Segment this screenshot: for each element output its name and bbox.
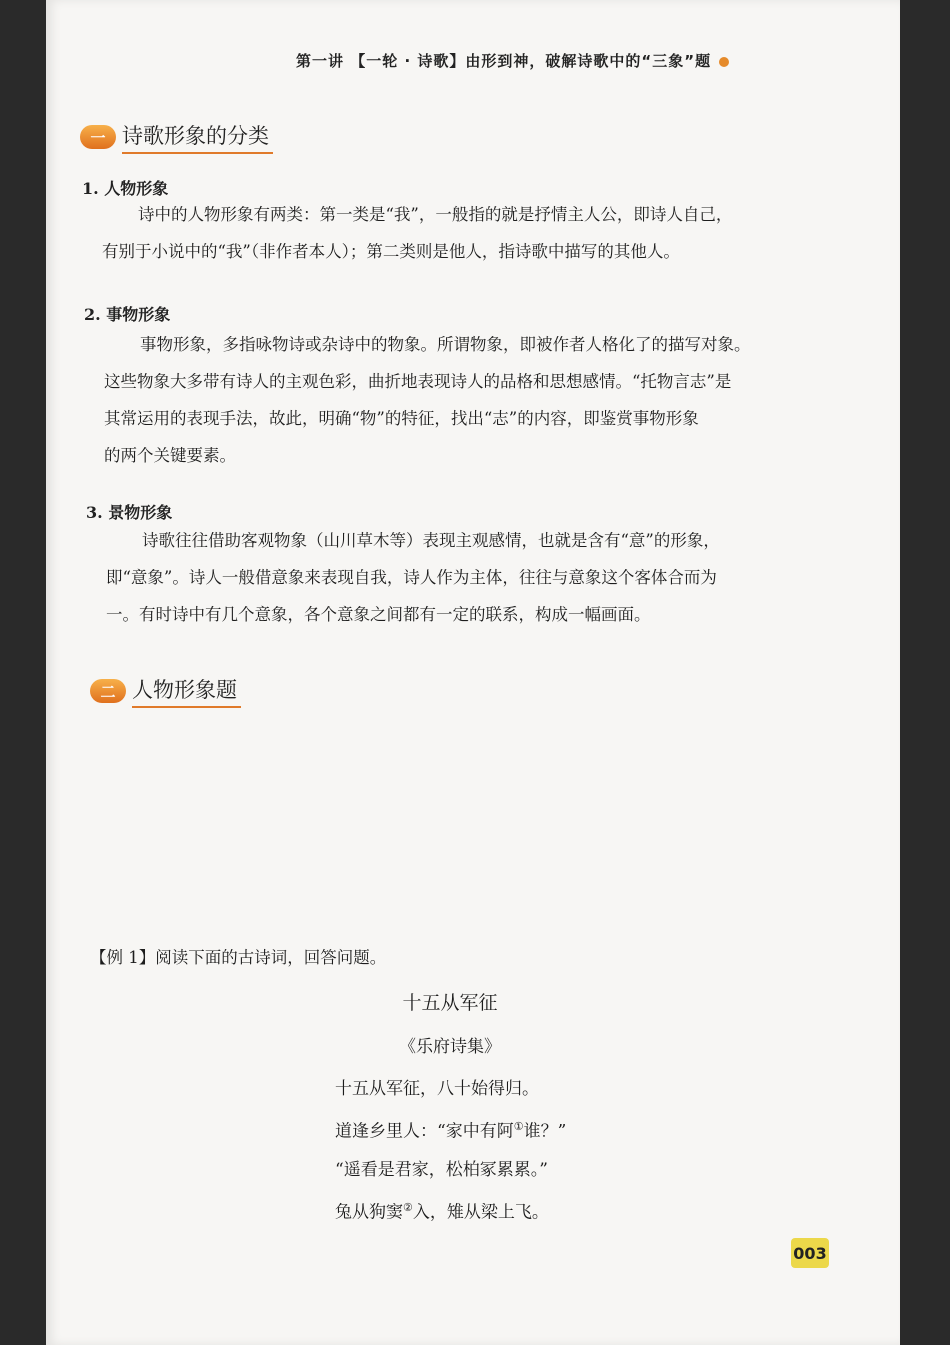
- paragraph-line: 其常运用的表现手法，故此，明确“物”的特征，找出“志”的内容，即鉴赏事物形象: [104, 409, 699, 428]
- paragraph-character: [102, 196, 792, 270]
- running-header: [296, 50, 729, 71]
- paragraph-object: [104, 326, 794, 474]
- paragraph-line: 这些物象大多带有诗人的主观色彩，曲折地表现诗人的品格和思想感情。“托物言志”是: [104, 372, 732, 391]
- section-heading-character-questions: [90, 674, 241, 708]
- section-number-badge: 一: [80, 125, 116, 149]
- section-title: 诗歌形象的分类: [122, 120, 273, 154]
- footnote-marker: ①: [513, 1120, 524, 1133]
- poem-line: 道逢乡里人：“家中有阿①谁？”: [335, 1120, 567, 1142]
- poem-source: 《乐府诗集》: [399, 1037, 501, 1057]
- section-heading-classification: [80, 120, 273, 154]
- paragraph-line: 一。有时诗中有几个意象，各个意象之间都有一定的联系，构成一幅画面。: [106, 605, 651, 624]
- paragraph-line: 诗中的人物形象有两类：第一类是“我”，一般指的就是抒情主人公，即诗人自己，: [138, 205, 733, 224]
- example-label: 【例 1】阅读下面的古诗词，回答问题。: [90, 948, 387, 967]
- paragraph-scenery: [106, 522, 796, 633]
- paragraph-line: 的两个关键要素。: [104, 446, 236, 465]
- footnote-marker: ②: [403, 1200, 413, 1214]
- item-heading-character: 1. 人物形象: [82, 179, 169, 198]
- item-heading-object: 2. 事物形象: [84, 305, 171, 324]
- header-bullet-icon: [719, 57, 729, 67]
- section-title: 人物形象题: [132, 674, 241, 708]
- poem-line: 兔从狗窦②入，雉从梁上飞。: [335, 1200, 549, 1223]
- page-number: 003: [791, 1238, 829, 1268]
- paragraph-line: 即“意象”。诗人一般借意象来表现自我，诗人作为主体，往往与意象这个客体合而为: [106, 568, 717, 587]
- section-number-badge: 二: [90, 679, 126, 703]
- running-title: 第一讲 【一轮 · 诗歌】由形到神，破解诗歌中的“三象”题: [296, 52, 712, 70]
- paragraph-line: 有别于小说中的“我”（非作者本人）；第二类则是他人，指诗歌中描写的其他人。: [102, 242, 680, 261]
- poem-title: 十五从军征: [402, 992, 498, 1014]
- item-heading-scenery: 3. 景物形象: [86, 503, 173, 522]
- paragraph-line: 事物形象，多指咏物诗或杂诗中的物象。所谓物象，即被作者人格化了的描写对象。: [140, 335, 751, 354]
- poem-line: “遥看是君家，松柏冢累累。”: [335, 1159, 548, 1180]
- poem-line: 十五从军征，八十始得归。: [335, 1079, 539, 1099]
- paragraph-line: 诗歌往往借助客观物象（山川草木等）表现主观感情，也就是含有“意”的形象，: [142, 531, 720, 550]
- poem-body: [335, 1070, 566, 1231]
